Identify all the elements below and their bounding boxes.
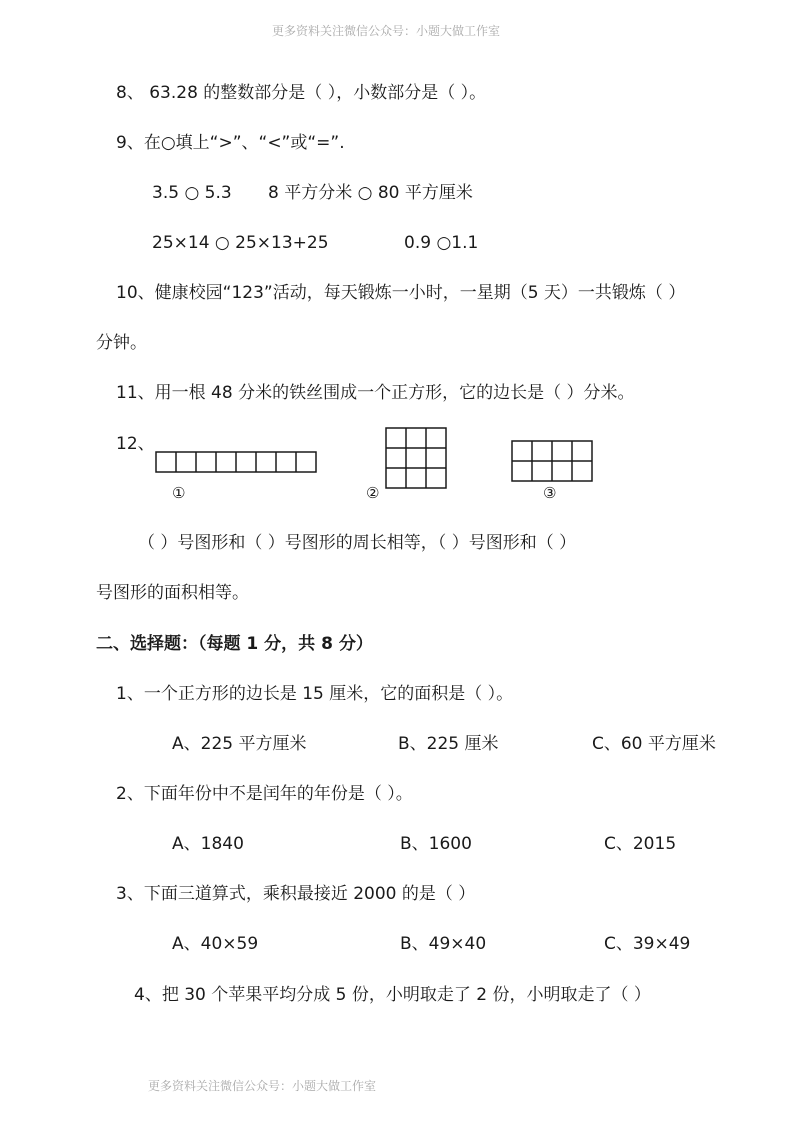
choice-3-question: 3、下面三道算式，乘积最接近 2000 的是（ ） — [116, 884, 476, 904]
question-12-number: 12、 — [116, 434, 155, 454]
choice-3-option-a: A、40×59 — [172, 934, 259, 954]
choice-2-option-c: C、2015 — [604, 834, 677, 854]
question-9: 9、在○填上“>”、“<”或“=”. — [116, 133, 345, 153]
choice-3-option-c: C、39×49 — [604, 934, 691, 954]
figure-2 — [386, 428, 446, 488]
choice-3-option-b: B、49×40 — [400, 934, 487, 954]
watermark-bottom: 更多资料关注微信公众号：小题大做工作室 — [148, 1079, 377, 1093]
choice-4-question: 4、把 30 个苹果平均分成 5 份，小明取走了 2 份，小明取走了（ ） — [134, 985, 651, 1005]
choice-2-option-b: B、1600 — [400, 834, 472, 854]
question-10-line1: 10、健康校园“123”活动，每天锻炼一小时，一星期（5 天）一共锻炼（ ） — [116, 283, 686, 303]
choice-1-option-a: A、225 平方厘米 — [172, 734, 307, 754]
question-8: 8、 63.28 的整数部分是（ ），小数部分是（ ）。 — [116, 83, 487, 103]
question-12-figures — [0, 0, 794, 520]
question-9-row1-b: 8 平方分米 ○ 80 平方厘米 — [268, 183, 473, 203]
question-11: 11、用一根 48 分米的铁丝围成一个正方形，它的边长是（ ）分米。 — [116, 383, 635, 403]
figure-3-label: ③ — [543, 484, 557, 502]
question-9-row1-a: 3.5 ○ 5.3 — [152, 183, 232, 203]
figure-1-label: ① — [172, 484, 186, 502]
question-9-row2-a: 25×14 ○ 25×13+25 — [152, 233, 329, 253]
question-12-line2: 号图形的面积相等。 — [96, 583, 249, 603]
choice-1-option-c: C、60 平方厘米 — [592, 734, 716, 754]
question-12-line1: （ ）号图形和（ ）号图形的周长相等，（ ）号图形和（ ） — [138, 533, 577, 553]
figure-2-label: ② — [366, 484, 380, 502]
figure-3 — [512, 441, 592, 481]
section-2-title: 二、选择题：（每题 1 分，共 8 分） — [96, 634, 373, 654]
figure-1 — [156, 452, 316, 472]
choice-2-question: 2、下面年份中不是闰年的年份是（ ）。 — [116, 784, 413, 804]
question-10-line2: 分钟。 — [96, 333, 147, 353]
choice-2-option-a: A、1840 — [172, 834, 244, 854]
choice-1-option-b: B、225 厘米 — [398, 734, 499, 754]
choice-1-question: 1、一个正方形的边长是 15 厘米，它的面积是（ ）。 — [116, 684, 514, 704]
watermark-top: 更多资料关注微信公众号：小题大做工作室 — [272, 24, 501, 38]
question-9-row2-b: 0.9 ○1.1 — [404, 233, 479, 253]
